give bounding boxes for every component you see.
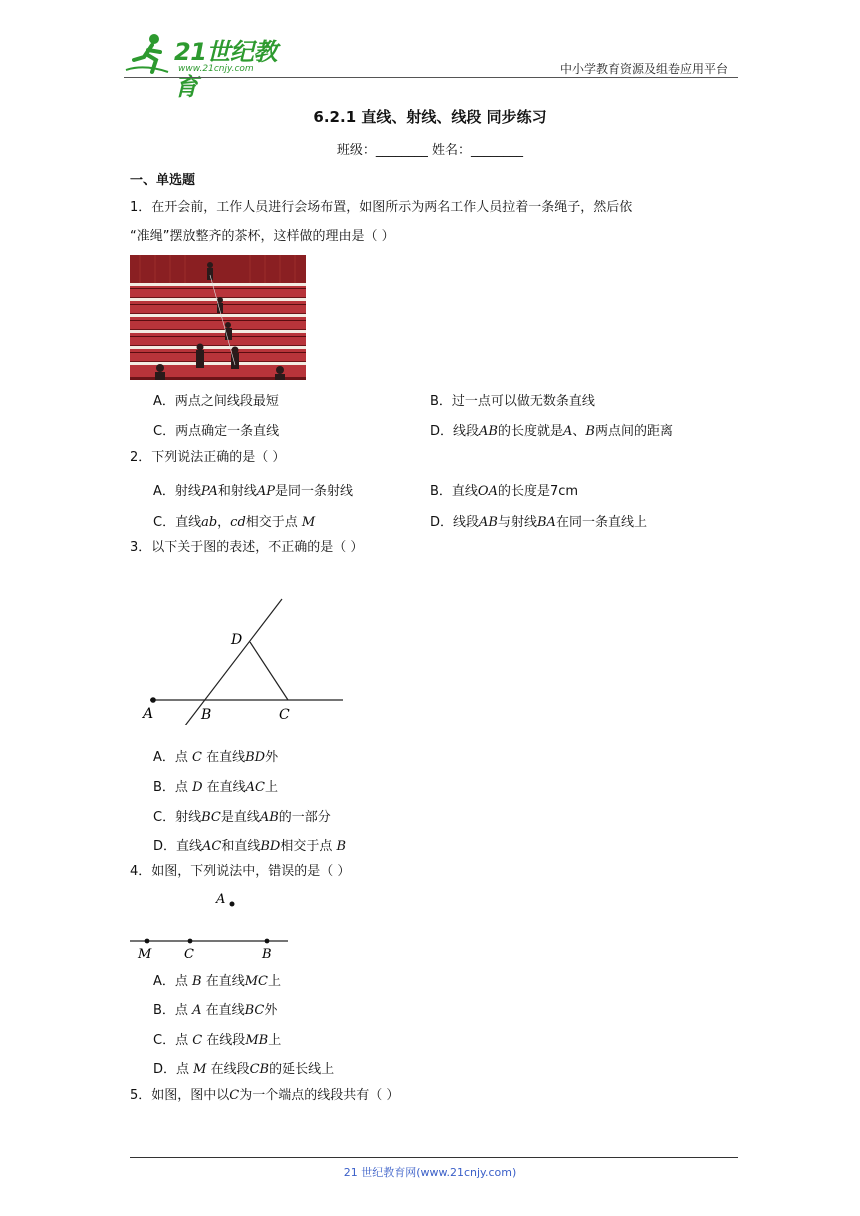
q2-option-c <box>153 511 315 530</box>
point-a <box>150 697 156 703</box>
q4-option-a <box>153 970 281 989</box>
math: AC <box>245 780 265 795</box>
math: BD <box>245 750 266 765</box>
math: B <box>336 839 347 854</box>
text: C．射线 <box>153 810 202 825</box>
math: C <box>192 750 202 765</box>
page-title: 6.2.1 直线、射线、线段 同步练习 <box>313 108 547 126</box>
label-c: C <box>279 707 290 723</box>
math: AB <box>479 515 498 530</box>
math: BC <box>201 810 221 825</box>
q4-geometry-figure <box>130 887 295 962</box>
label-d: D <box>231 632 243 648</box>
text: 在直线 <box>201 974 245 989</box>
math: BD <box>260 839 281 854</box>
math: M <box>193 1062 207 1077</box>
math: MC <box>244 974 268 989</box>
math: PA <box>200 484 218 499</box>
q1-option-b: B．过一点可以做无数条直线 <box>430 394 595 409</box>
platform-name: 中小学教育资源及组卷应用平台 <box>559 62 728 76</box>
math: B <box>585 424 595 439</box>
footer-link[interactable]: 21 世纪教育网(www.21cnjy.com) <box>343 1166 517 1179</box>
text: 为一个端点的线段共有（ ） <box>239 1088 400 1103</box>
text: D．线段 <box>430 424 480 439</box>
text: 在线段 <box>202 1033 246 1048</box>
text: ， <box>217 515 231 530</box>
class-name-line: 班级：________ 姓名：________ <box>336 143 524 158</box>
point-m <box>145 939 150 944</box>
math: AB <box>479 424 498 439</box>
q2-option-b <box>430 480 578 499</box>
text: 的一部分 <box>278 810 331 825</box>
line-bd <box>178 599 282 725</box>
text: 在线段 <box>206 1062 250 1077</box>
logo-url: www.21cnjy.com <box>178 64 254 74</box>
text: 外 <box>265 750 279 765</box>
q2-option-d <box>430 511 647 530</box>
text: B．点 <box>153 1003 193 1018</box>
text: A．射线 <box>153 484 201 499</box>
section-heading: 一、单选题 <box>130 173 196 188</box>
text: 5．如图，图中以 <box>130 1088 230 1103</box>
point-c <box>188 939 193 944</box>
runner-logo-icon <box>124 30 174 78</box>
segment-dc <box>250 642 288 700</box>
point-a <box>230 902 235 907</box>
label-a: A <box>143 706 154 722</box>
site-logo <box>124 30 289 101</box>
text: 的延长线上 <box>269 1062 335 1077</box>
math: CB <box>249 1062 270 1077</box>
text: 在同一条直线上 <box>555 515 647 530</box>
label-c: C <box>184 947 194 962</box>
math: MB <box>245 1033 269 1048</box>
q4-option-c <box>153 1029 281 1048</box>
math: AB <box>259 810 279 825</box>
math: ab <box>201 515 218 530</box>
label-a: A <box>216 892 226 907</box>
q2-option-a <box>153 480 353 499</box>
footer-divider <box>130 1157 738 1158</box>
text: D．点 <box>153 1062 194 1077</box>
text: 在直线 <box>201 750 246 765</box>
header-divider <box>124 77 738 78</box>
math: AC <box>202 839 222 854</box>
text: 两点间的距离 <box>594 424 673 439</box>
text: 和直线 <box>221 839 261 854</box>
label-m: M <box>138 947 152 962</box>
text: D．线段 <box>430 515 480 530</box>
logo-text: 21世纪教育 <box>174 38 277 101</box>
q2-stem: 2．下列说法正确的是（ ） <box>130 450 286 465</box>
math: D <box>192 780 203 795</box>
q1-option-d <box>430 420 673 439</box>
meeting-hall-photo <box>130 255 306 380</box>
text: C．直线 <box>153 515 202 530</box>
text: A．点 <box>153 974 193 989</box>
math: cd <box>230 515 246 530</box>
q1-option-a: A．两点之间线段最短 <box>153 394 279 409</box>
text: 和射线 <box>217 484 257 499</box>
math: C <box>192 1033 203 1048</box>
q3-geometry-figure <box>135 590 355 725</box>
q1-stem-line1: 1．在开会前，工作人员进行会场布置，如图所示为两名工作人员拉着一条绳子，然后依 <box>130 200 633 215</box>
text: 在直线 <box>202 780 246 795</box>
text: 的长度就是 <box>497 424 563 439</box>
math: M <box>301 515 316 530</box>
text: 是同一条射线 <box>275 484 354 499</box>
q3-option-b <box>153 776 278 795</box>
text: B．点 <box>153 780 193 795</box>
math: BC <box>244 1003 265 1018</box>
text: 是直线 <box>220 810 260 825</box>
text: D．直线 <box>153 839 203 854</box>
math: BA <box>536 515 556 530</box>
text: 相交于点 <box>280 839 337 854</box>
math: C <box>229 1088 240 1103</box>
math: OA <box>477 484 498 499</box>
math: A <box>562 424 573 439</box>
text: C．点 <box>153 1033 193 1048</box>
label-b: B <box>262 947 272 962</box>
text: 外 <box>264 1003 278 1018</box>
q4-stem: 4．如图，下列说法中，错误的是（ ） <box>130 864 351 879</box>
q4-option-d <box>153 1058 334 1077</box>
text: 与射线 <box>497 515 537 530</box>
text: B．直线 <box>430 484 478 499</box>
q5-stem <box>130 1088 399 1104</box>
text: 相交于点 <box>245 515 302 530</box>
text: 上 <box>268 1033 282 1048</box>
point-b <box>265 939 270 944</box>
q3-stem: 3．以下关于图的表述，不正确的是（ ） <box>130 540 364 555</box>
q3-option-a <box>153 746 278 765</box>
text: A．点 <box>153 750 193 765</box>
text: 上 <box>264 780 278 795</box>
math: AP <box>256 484 276 499</box>
q1-stem-line2: “准绳”摆放整齐的茶杯，这样做的理由是（ ） <box>130 229 395 244</box>
math: A <box>192 1003 202 1018</box>
label-b: B <box>201 707 212 723</box>
q3-option-d <box>153 835 346 854</box>
q4-option-b <box>153 999 277 1018</box>
text: 上 <box>268 974 282 989</box>
text: 的长度是7cm <box>497 484 579 499</box>
text: 在直线 <box>201 1003 245 1018</box>
text: 、 <box>572 424 586 439</box>
q1-option-c: C．两点确定一条直线 <box>153 424 280 439</box>
math: B <box>192 974 202 989</box>
q3-option-c <box>153 806 331 825</box>
